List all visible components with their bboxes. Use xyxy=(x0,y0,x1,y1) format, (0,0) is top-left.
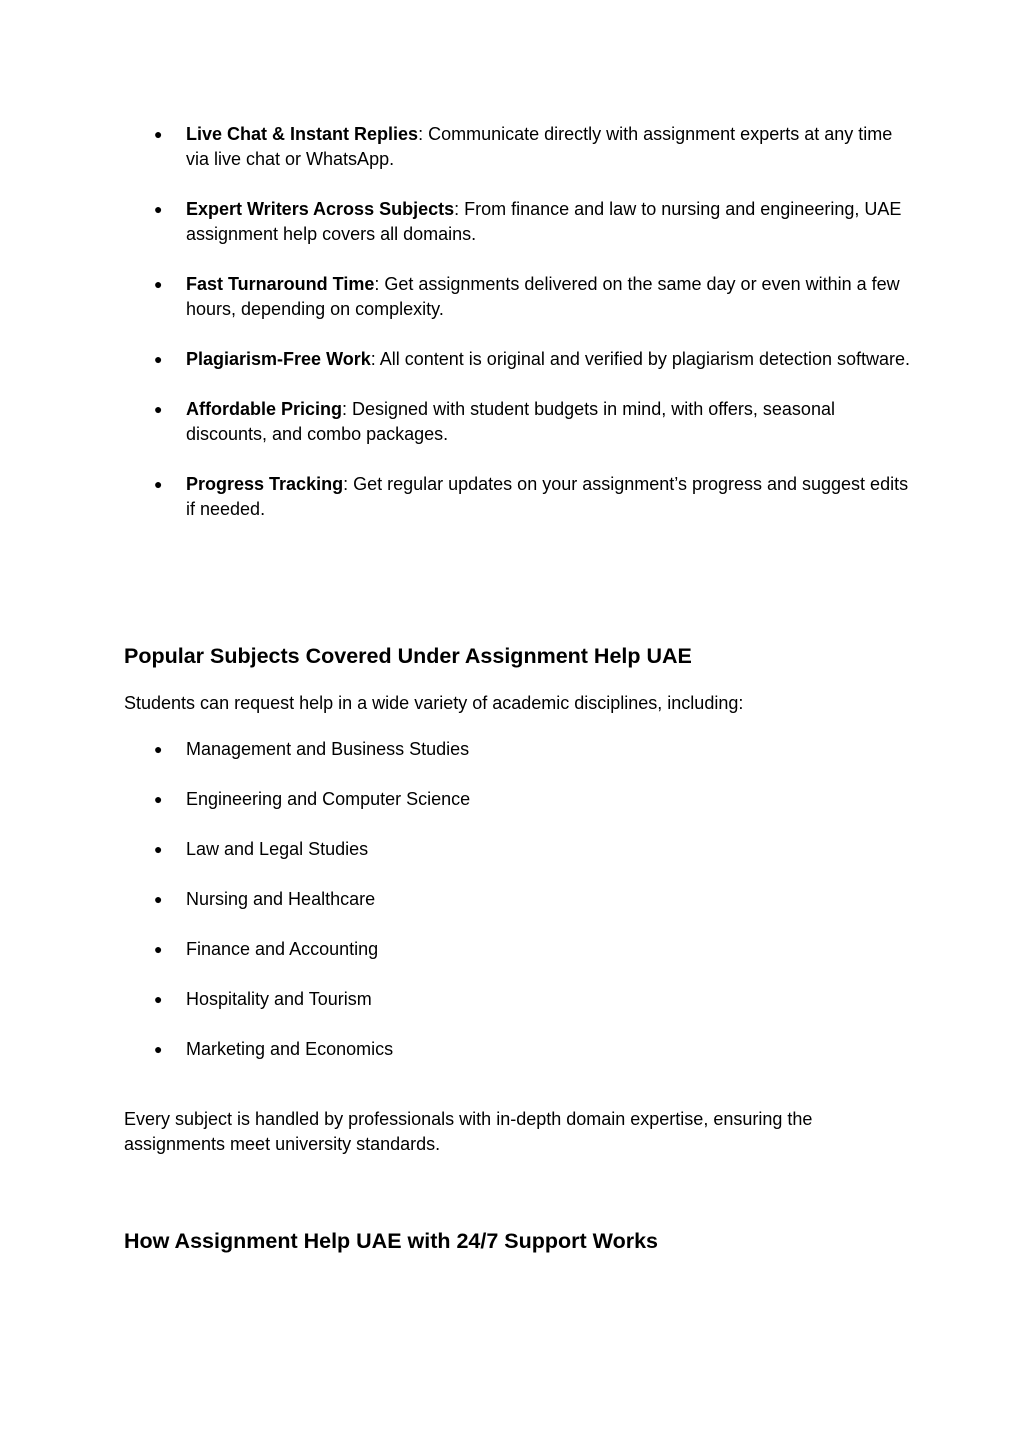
section-heading-subjects: Popular Subjects Covered Under Assignment Help UAE xyxy=(124,644,692,668)
bullet-icon: ● xyxy=(154,476,163,492)
bullet-icon: ● xyxy=(154,791,163,807)
list-item xyxy=(124,122,914,172)
feature-description: : All content is original and verified by plagiarism detection software. xyxy=(370,349,911,369)
bullet-icon: ● xyxy=(154,991,163,1007)
subject-label: Hospitality and Tourism xyxy=(186,989,372,1009)
feature-description: : Get regular updates on your assignment’s progress and suggest edits if needed. xyxy=(186,474,909,519)
subject-label: Management and Business Studies xyxy=(186,739,470,759)
list-item xyxy=(124,937,824,962)
list-item xyxy=(124,787,824,812)
feature-term: Plagiarism-Free Work xyxy=(186,349,371,369)
list-item xyxy=(124,737,824,762)
bullet-icon: ● xyxy=(154,1041,163,1057)
subject-list xyxy=(124,737,824,1087)
bullet-icon: ● xyxy=(154,126,163,142)
bullet-icon: ● xyxy=(154,941,163,957)
list-item xyxy=(124,197,914,247)
subjects-intro: Students can request help in a wide variety of academic disciplines, including: xyxy=(124,693,744,713)
list-item xyxy=(124,987,824,1012)
bullet-icon: ● xyxy=(154,276,163,292)
feature-description: : Communicate directly with assignment experts at any time via live chat or WhatsApp. xyxy=(186,124,893,169)
feature-description: : From finance and law to nursing and engineering, UAE assignment help covers all domains. xyxy=(186,199,902,244)
list-item xyxy=(124,397,914,447)
feature-term: Affordable Pricing xyxy=(186,399,343,419)
feature-term: Expert Writers Across Subjects xyxy=(186,199,455,219)
feature-description: : Get assignments delivered on the same day or even within a few hours, depending on complexity. xyxy=(186,274,900,319)
subject-label: Finance and Accounting xyxy=(186,939,379,959)
feature-description: : Designed with student budgets in mind, with offers, seasonal discounts, and combo packages. xyxy=(186,399,835,444)
subjects-closing: Every subject is handled by professionals with in-depth domain expertise, ensuring the assignments meet university standards. xyxy=(124,1109,813,1154)
list-item xyxy=(124,272,914,322)
feature-list xyxy=(124,122,914,547)
list-item xyxy=(124,1037,824,1062)
feature-term: Live Chat & Instant Replies xyxy=(186,124,419,144)
bullet-icon: ● xyxy=(154,401,163,417)
subject-label: Nursing and Healthcare xyxy=(186,889,376,909)
bullet-icon: ● xyxy=(154,201,163,217)
bullet-icon: ● xyxy=(154,741,163,757)
bullet-icon: ● xyxy=(154,841,163,857)
list-item xyxy=(124,837,824,862)
subject-label: Law and Legal Studies xyxy=(186,839,369,859)
subject-label: Marketing and Economics xyxy=(186,1039,394,1059)
list-item xyxy=(124,347,914,372)
feature-term: Fast Turnaround Time xyxy=(186,274,375,294)
section-heading-how-it-works: How Assignment Help UAE with 24/7 Support Works xyxy=(124,1229,658,1253)
list-item xyxy=(124,472,914,522)
subject-label: Engineering and Computer Science xyxy=(186,789,471,809)
bullet-icon: ● xyxy=(154,351,163,367)
list-item xyxy=(124,887,824,912)
feature-term: Progress Tracking xyxy=(186,474,344,494)
bullet-icon: ● xyxy=(154,891,163,907)
